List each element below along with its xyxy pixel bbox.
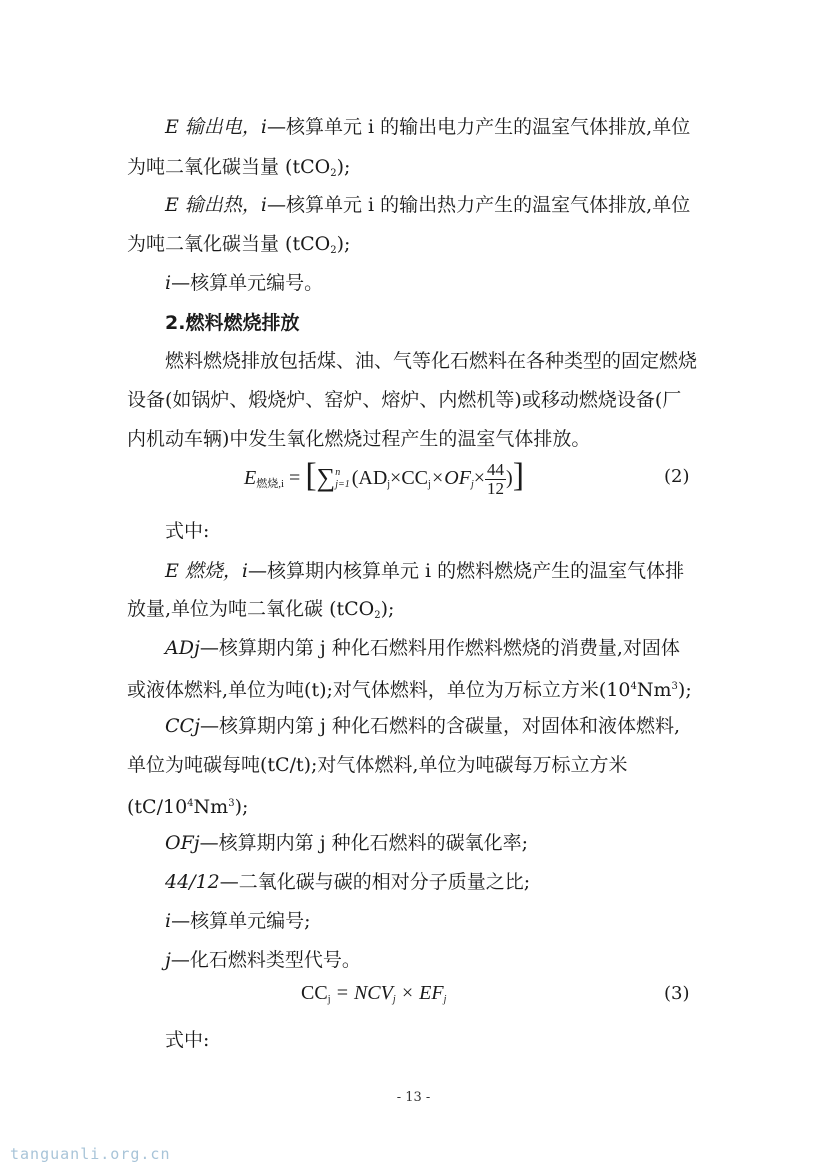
para-i: i—核算单元编号; [165,910,311,932]
formula-3: $CC_j = NCV_j \times EF_j$ [301,982,447,1005]
para-shizhong-2: 式中: [165,1029,210,1051]
para-ofj: OFj—核算期内第 j 种化石燃料的碳氧化率; [165,832,529,854]
right-bracket: ] [512,457,525,494]
para-e-export-electricity-unit: 为吨二氧化碳当量 (tCO$_2$); [127,156,351,179]
para-shizhong-1: 式中: [165,520,210,542]
para-44-12: 44/12—二氧化碳与碳的相对分子质量之比; [165,871,531,893]
section-heading: 2.燃料燃烧排放 [165,312,300,334]
para-e-export-electricity: E 输出电，i—核算单元 i 的输出电力产生的温室气体排放,单位 [165,116,691,138]
para-i-unit-number: i—核算单元编号。 [165,272,324,294]
fraction-44-12: $\frac{44}{12}$ [487,459,505,498]
formula-2: $E_{燃烧,i}$ = [∑ n j=1 ($AD_j\times CC_j\times OF_j\times$ $\frac{44}{12}$ )] [244,457,525,498]
para-fuel-combustion-1: 燃料燃烧排放包括煤、油、气等化石燃料在各种类型的固定燃烧 [165,350,698,372]
equation-number-3: (3) [664,983,690,1004]
watermark: tanguanli.org.cn [10,1145,171,1163]
equation-number-2: (2) [664,466,690,487]
page-number: - 13 - [396,1090,431,1105]
para-fuel-combustion-2: 设备(如锅炉、煅烧炉、窑炉、熔炉、内燃机等)或移动燃烧设备(厂 [127,389,682,411]
para-fuel-combustion-3: 内机动车辆)中发生氧化燃烧过程产生的温室气体排放。 [127,428,591,450]
para-ccj-unit-1: 单位为吨碳每吨(tC/t);对气体燃料,单位为吨碳每万标立方米 [127,754,628,776]
para-j: j—化石燃料类型代号。 [165,949,361,971]
para-e-combustion: E 燃烧，i—核算期内核算单元 i 的燃料燃烧产生的温室气体排 [165,560,685,582]
left-bracket: [ [305,457,317,494]
para-e-export-heat-unit: 为吨二氧化碳当量 (tCO$_2$); [127,233,351,256]
para-adj-unit: 或液体燃料,单位为吨(t);对气体燃料，单位为万标立方米$(10^4Nm^3)$; [127,679,692,701]
para-e-export-heat: E 输出热，i—核算单元 i 的输出热力产生的温室气体排放,单位 [165,194,691,216]
para-e-combustion-unit: 放量,单位为吨二氧化碳 (tCO$_2$); [127,598,395,621]
para-ccj: CCj—核算期内第 j 种化石燃料的含碳量，对固体和液体燃料, [165,715,680,737]
para-ccj-unit-2: $(tC/10^4Nm^3)$; [127,796,249,818]
para-adj: ADj—核算期内第 j 种化石燃料用作燃料燃烧的消费量,对固体 [165,637,680,659]
